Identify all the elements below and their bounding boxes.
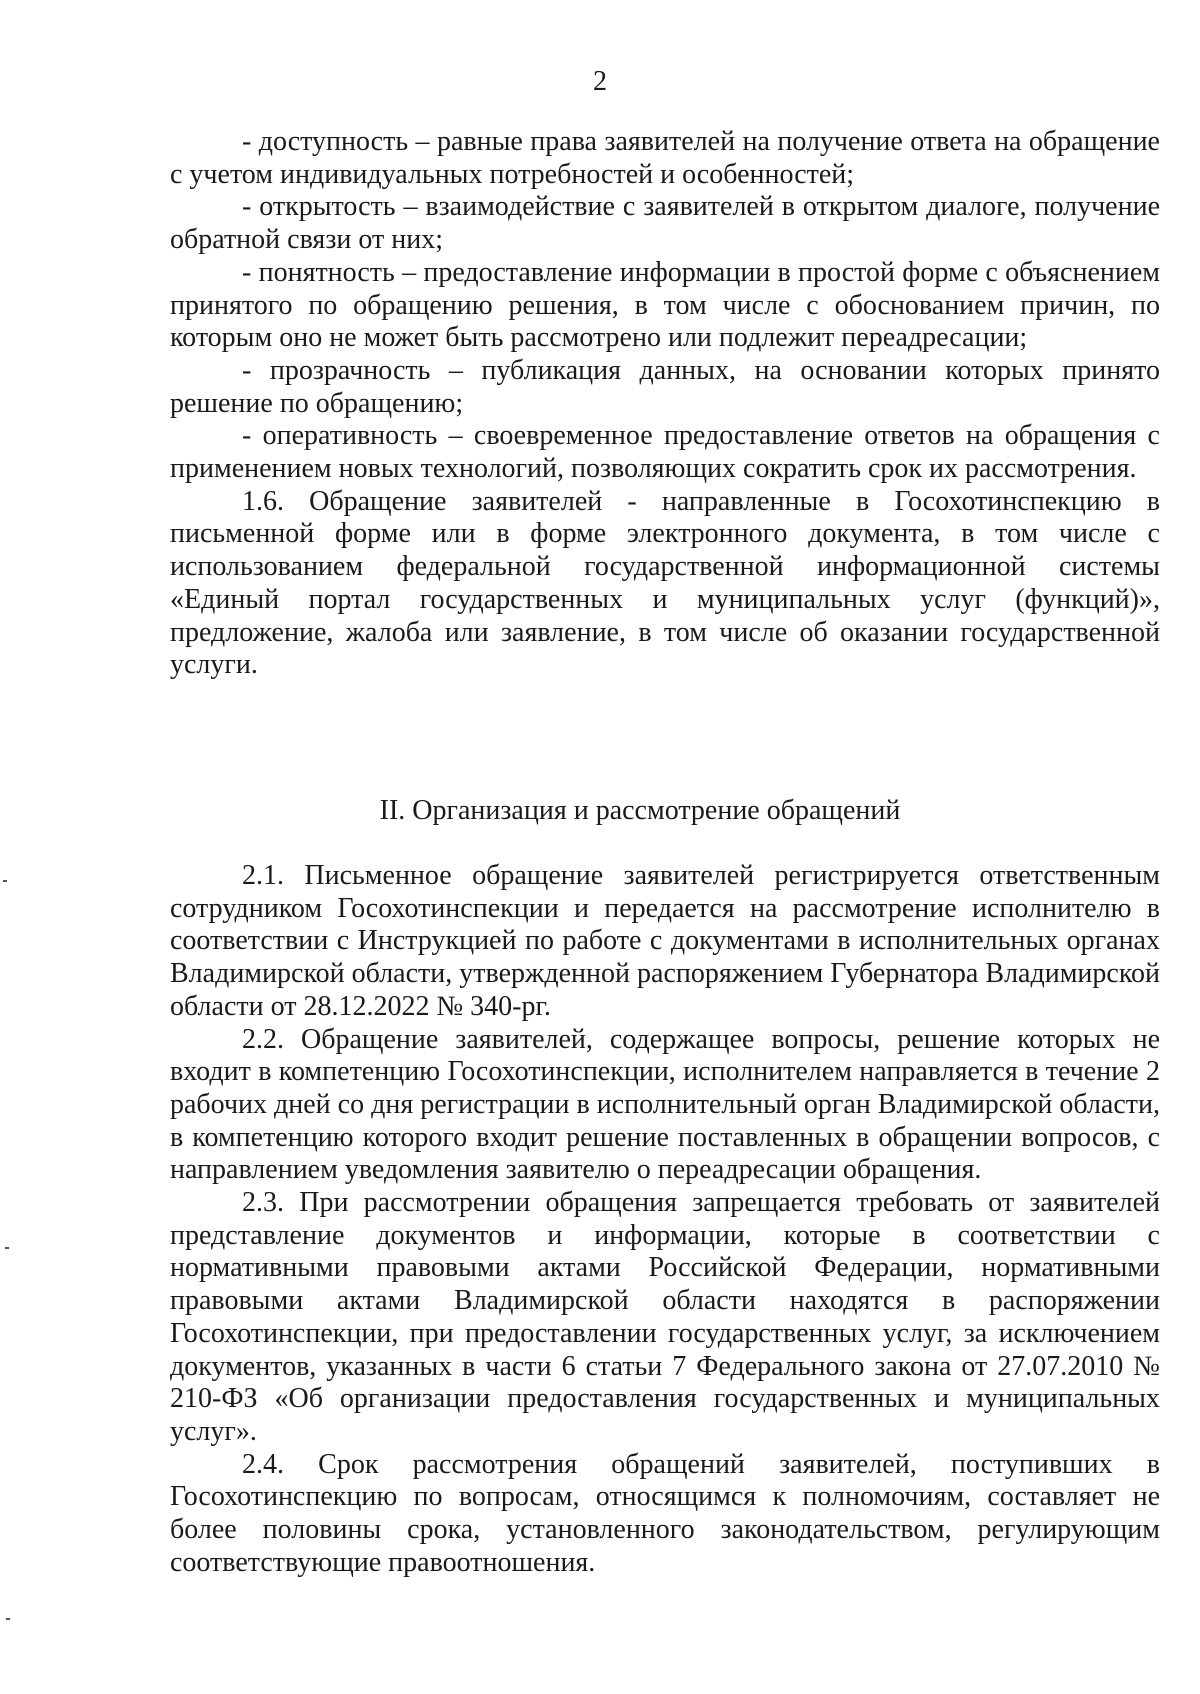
- principle-clarity: - понятность – предоставление информации в простой форме с объяснением принятого по обращению решения, в том числе с обоснованием причин, по которым оно не может быть рассмотрено или подлежит переадресации;: [170, 256, 1160, 354]
- principles-block: [170, 126, 1160, 682]
- clause-2-3: 2.3. При рассмотрении обращения запрещается требовать от заявителей представление документов и информации, которые в соответствии с нормативными правовыми актами Российской Федерации, нормативными правовыми актами Владимирской области находятся в распоряжении Госохотинспекции, при предоставлении государственных услуг, за исключением документов, указанных в части 6 статьи 7 Федерального закона от 27.07.2010 № 210-ФЗ «Об организации предоставления государственных и муниципальных услуг».: [170, 1187, 1160, 1447]
- clause-1-6: 1.6. Обращение заявителей - направленные в Госохотинспекцию в письменной форме или в форме электронного документа, в том числе с использованием федеральной государственной информационной системы «Единый портал государственных и муниципальных услуг (функций)», предложение, жалоба или заявление, в том числе об оказании государственной услуги.: [170, 485, 1160, 681]
- section-heading: II. Организация и рассмотрение обращений: [379, 795, 901, 826]
- principle-efficiency: - оперативность – своевременное предоставление ответов на обращения с применением новых технологий, позволяющих сократить срок их рассмотрения.: [170, 420, 1160, 485]
- scan-artifact: [5, 1247, 9, 1249]
- page-number: 2: [593, 66, 607, 97]
- clause-2-4: 2.4. Срок рассмотрения обращений заявителей, поступивших в Госохотинспекцию по вопросам, относящимся к полномочиям, составляет не более половины срока, установленного законодательством, регулирующим соответствующие правоотношения.: [170, 1448, 1160, 1578]
- scan-artifact: [6, 1618, 10, 1620]
- scan-artifact: [3, 880, 7, 882]
- clause-2-1: 2.1. Письменное обращение заявителей регистрируется ответственным сотрудником Госохотинспекции и передается на рассмотрение исполнителю в соответствии с Инструкцией по работе с документами в исполнительных органах Владимирской области, утвержденной распоряжением Губернатора Владимирской области от 28.12.2022 № 340-рг.: [170, 860, 1160, 1022]
- principle-accessibility: - доступность – равные права заявителей на получение ответа на обращение с учетом индивидуальных потребностей и особенностей;: [170, 126, 1160, 190]
- section-2-block: [170, 860, 1160, 1579]
- clause-2-2: 2.2. Обращение заявителей, содержащее вопросы, решение которых не входит в компетенцию Госохотинспекции, исполнителем направляется в течение 2 рабочих дней со дня регистрации в исполнительный орган Владимирской области, в компетенцию которого входит решение поставленных в обращении вопросов, с направлением уведомления заявителю о переадресации обращения.: [170, 1023, 1160, 1186]
- principle-openness: - открытость – взаимодействие с заявителей в открытом диалоге, получение обратной связи от них;: [170, 191, 1160, 256]
- principle-transparency: - прозрачность – публикация данных, на основании которых принято решение по обращению;: [170, 354, 1160, 419]
